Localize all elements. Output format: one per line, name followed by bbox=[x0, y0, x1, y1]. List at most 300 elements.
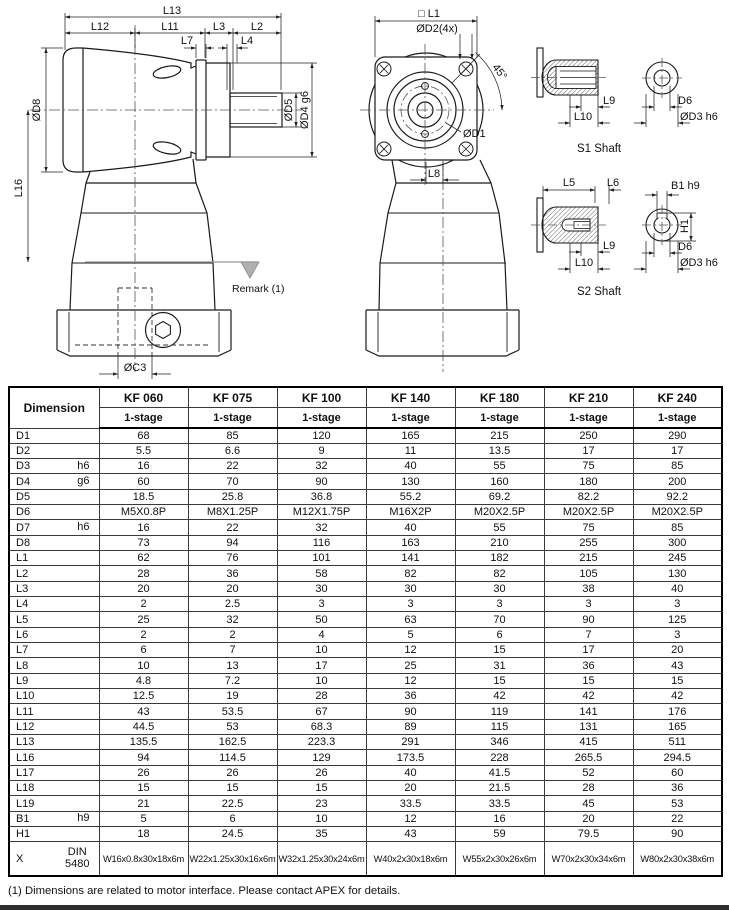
value-cell: 32 bbox=[277, 459, 366, 474]
value-cell: 92.2 bbox=[633, 489, 722, 504]
value-cell: 90 bbox=[544, 612, 633, 627]
value-cell: 43 bbox=[366, 827, 455, 842]
value-cell: 300 bbox=[633, 535, 722, 550]
dim-label-s1-d6: D6 bbox=[678, 95, 693, 107]
value-cell: 228 bbox=[455, 750, 544, 765]
value-cell: 60 bbox=[99, 474, 188, 489]
value-cell: 73 bbox=[99, 535, 188, 550]
value-cell: W32x1.25x30x24x6m bbox=[277, 842, 366, 876]
dimension-symbol: D2 bbox=[16, 444, 31, 457]
value-cell: 346 bbox=[455, 735, 544, 750]
value-cell: 15 bbox=[633, 673, 722, 688]
dimension-cell bbox=[9, 597, 99, 612]
value-cell: 2 bbox=[99, 597, 188, 612]
dim-label-45deg: 45° bbox=[489, 61, 510, 83]
table-row bbox=[9, 719, 722, 734]
value-cell: M8X1.25P bbox=[188, 505, 277, 520]
dimension-cell bbox=[9, 459, 99, 474]
value-cell: 3 bbox=[544, 597, 633, 612]
s1-shaft-title: S1 Shaft bbox=[577, 143, 622, 155]
value-cell: 40 bbox=[366, 765, 455, 780]
table-row bbox=[9, 566, 722, 581]
value-cell: 10 bbox=[277, 811, 366, 826]
value-cell: 43 bbox=[633, 658, 722, 673]
value-cell: 21.5 bbox=[455, 781, 544, 796]
value-cell: 12.5 bbox=[99, 689, 188, 704]
dimension-cell bbox=[9, 811, 99, 826]
value-cell: 2 bbox=[188, 627, 277, 642]
value-cell: 2 bbox=[99, 627, 188, 642]
value-cell: 43 bbox=[99, 704, 188, 719]
dimension-cell bbox=[9, 704, 99, 719]
dimension-symbol: L2 bbox=[16, 567, 29, 580]
value-cell: 20 bbox=[633, 643, 722, 658]
value-cell: 36.8 bbox=[277, 489, 366, 504]
dim-label-l3: L3 bbox=[212, 21, 226, 33]
value-cell: 101 bbox=[277, 551, 366, 566]
value-cell: 76 bbox=[188, 551, 277, 566]
value-cell: 53 bbox=[188, 719, 277, 734]
value-cell: 129 bbox=[277, 750, 366, 765]
stage-header: 1-stage bbox=[544, 408, 633, 429]
stage-header: 1-stage bbox=[455, 408, 544, 429]
value-cell: M5X0.8P bbox=[99, 505, 188, 520]
dimension-symbol: L5 bbox=[16, 613, 29, 626]
value-cell: 511 bbox=[633, 735, 722, 750]
table-row bbox=[9, 827, 722, 842]
model-header: KF 140 bbox=[366, 387, 455, 408]
table-row bbox=[9, 842, 722, 876]
value-cell: 105 bbox=[544, 566, 633, 581]
value-cell: 176 bbox=[633, 704, 722, 719]
dimension-cell bbox=[9, 735, 99, 750]
value-cell: W40x2x30x18x6m bbox=[366, 842, 455, 876]
table-row bbox=[9, 612, 722, 627]
dim-label-s1-l10: L10 bbox=[573, 111, 593, 123]
dimension-symbol: L8 bbox=[16, 659, 29, 672]
value-cell: 6 bbox=[188, 811, 277, 826]
value-cell: 26 bbox=[99, 765, 188, 780]
remark-marker bbox=[85, 262, 259, 278]
value-cell: 3 bbox=[633, 597, 722, 612]
value-cell: 173.5 bbox=[366, 750, 455, 765]
table-row bbox=[9, 459, 722, 474]
value-cell: M16X2P bbox=[366, 505, 455, 520]
value-cell: 33.5 bbox=[366, 796, 455, 811]
side-view bbox=[57, 48, 282, 356]
dim-label-s2-d6: D6 bbox=[678, 241, 693, 253]
s2-shaft-title: S2 Shaft bbox=[577, 286, 622, 298]
side-view-dims bbox=[28, 13, 317, 379]
dim-label-l1: □ L1 bbox=[418, 8, 440, 20]
value-cell: 4 bbox=[277, 627, 366, 642]
value-cell: 415 bbox=[544, 735, 633, 750]
dim-label-l8: L8 bbox=[427, 168, 441, 180]
dim-label-s2-l5: L5 bbox=[562, 177, 576, 189]
dim-label-l12: L12 bbox=[90, 21, 110, 33]
value-cell: 114.5 bbox=[188, 750, 277, 765]
value-cell: 42 bbox=[544, 689, 633, 704]
model-header: KF 180 bbox=[455, 387, 544, 408]
value-cell: 141 bbox=[544, 704, 633, 719]
dimension-cell bbox=[9, 535, 99, 550]
value-cell: 40 bbox=[633, 581, 722, 596]
dim-label-s1-l9: L9 bbox=[603, 95, 616, 107]
dim-label-d2: ØD2(4x) bbox=[416, 23, 458, 35]
value-cell: 265.5 bbox=[544, 750, 633, 765]
value-cell: 67 bbox=[277, 704, 366, 719]
value-cell: 7 bbox=[544, 627, 633, 642]
value-cell: 22.5 bbox=[188, 796, 277, 811]
stage-header: 1-stage bbox=[188, 408, 277, 429]
dimension-cell bbox=[9, 566, 99, 581]
dimension-symbol: L10 bbox=[16, 690, 35, 703]
side-view-labels bbox=[13, 5, 311, 374]
value-cell: 3 bbox=[633, 627, 722, 642]
dimension-cell bbox=[9, 842, 99, 876]
dim-label-l11: L11 bbox=[161, 21, 179, 33]
value-cell: 75 bbox=[544, 459, 633, 474]
table-row bbox=[9, 489, 722, 504]
model-header: KF 240 bbox=[633, 387, 722, 408]
value-cell: W16x0.8x30x18x6m bbox=[99, 842, 188, 876]
value-cell: 35 bbox=[277, 827, 366, 842]
model-header: KF 210 bbox=[544, 387, 633, 408]
value-cell: 30 bbox=[366, 581, 455, 596]
value-cell: 12 bbox=[366, 643, 455, 658]
dimension-cell bbox=[9, 581, 99, 596]
tolerance-label: h6 bbox=[77, 459, 90, 472]
value-cell: 68.3 bbox=[277, 719, 366, 734]
value-cell: 38 bbox=[544, 581, 633, 596]
value-cell: 85 bbox=[633, 520, 722, 535]
table-row bbox=[9, 505, 722, 520]
value-cell: 17 bbox=[544, 643, 633, 658]
value-cell: 6 bbox=[99, 643, 188, 658]
value-cell: 68 bbox=[99, 428, 188, 443]
dimension-cell bbox=[9, 489, 99, 504]
dimension-cell bbox=[9, 443, 99, 458]
value-cell: 90 bbox=[366, 704, 455, 719]
dim-label-d8: ØD8 bbox=[31, 98, 43, 122]
value-cell: 31 bbox=[455, 658, 544, 673]
dim-label-d4: ØD4 g6 bbox=[299, 91, 311, 129]
value-cell: 25 bbox=[99, 612, 188, 627]
value-cell: 33.5 bbox=[455, 796, 544, 811]
value-cell: 20 bbox=[366, 781, 455, 796]
dimension-symbol: L6 bbox=[16, 628, 29, 641]
dimension-symbol: L17 bbox=[16, 766, 35, 779]
dim-label-l2: L2 bbox=[250, 21, 264, 33]
value-cell: 250 bbox=[544, 428, 633, 443]
value-cell: 82 bbox=[455, 566, 544, 581]
value-cell: 210 bbox=[455, 535, 544, 550]
dim-label-s2-l10: L10 bbox=[574, 257, 594, 269]
value-cell: 245 bbox=[633, 551, 722, 566]
value-cell: 3 bbox=[455, 597, 544, 612]
value-cell: 163 bbox=[366, 535, 455, 550]
dimension-header: Dimension bbox=[9, 387, 99, 428]
value-cell: 32 bbox=[188, 612, 277, 627]
dimension-symbol: L11 bbox=[16, 705, 34, 718]
dimension-symbol: L3 bbox=[16, 582, 29, 595]
value-cell: 70 bbox=[188, 474, 277, 489]
dimension-symbol: X bbox=[16, 852, 24, 865]
footnote: (1) Dimensions are related to motor interface. Please contact APEX for details. bbox=[8, 885, 401, 897]
dimension-symbol: L16 bbox=[16, 751, 35, 764]
value-cell: 26 bbox=[277, 765, 366, 780]
dimension-cell bbox=[9, 765, 99, 780]
value-cell: 165 bbox=[633, 719, 722, 734]
value-cell: 130 bbox=[633, 566, 722, 581]
value-cell: 4.8 bbox=[99, 673, 188, 688]
table-row bbox=[9, 551, 722, 566]
value-cell: 10 bbox=[99, 658, 188, 673]
value-cell: 13 bbox=[188, 658, 277, 673]
value-cell: 55.2 bbox=[366, 489, 455, 504]
page-bottom-edge bbox=[0, 905, 729, 910]
table-row bbox=[9, 581, 722, 596]
value-cell: 44.5 bbox=[99, 719, 188, 734]
value-cell: 200 bbox=[633, 474, 722, 489]
dimension-cell bbox=[9, 750, 99, 765]
value-cell: 25 bbox=[366, 658, 455, 673]
value-cell: 36 bbox=[366, 689, 455, 704]
value-cell: 17 bbox=[544, 443, 633, 458]
dimension-cell bbox=[9, 505, 99, 520]
stage-header-row bbox=[9, 408, 722, 429]
value-cell: 223.3 bbox=[277, 735, 366, 750]
value-cell: 19 bbox=[188, 689, 277, 704]
table-row bbox=[9, 781, 722, 796]
dimension-cell bbox=[9, 673, 99, 688]
value-cell: 15 bbox=[544, 673, 633, 688]
value-cell: 85 bbox=[188, 428, 277, 443]
model-header: KF 075 bbox=[188, 387, 277, 408]
model-header-row bbox=[9, 387, 722, 408]
table-row bbox=[9, 811, 722, 826]
dimension-cell bbox=[9, 520, 99, 535]
s1-shaft-detail bbox=[537, 48, 678, 97]
dimension-symbol: D6 bbox=[16, 506, 31, 519]
value-cell: 16 bbox=[455, 811, 544, 826]
value-cell: 16 bbox=[99, 459, 188, 474]
value-cell: 21 bbox=[99, 796, 188, 811]
value-cell: 10 bbox=[277, 673, 366, 688]
value-cell: 11 bbox=[366, 443, 455, 458]
dimension-symbol: L18 bbox=[16, 782, 35, 795]
value-cell: 20 bbox=[99, 581, 188, 596]
value-cell: 15 bbox=[277, 781, 366, 796]
dimension-symbol: L4 bbox=[16, 598, 29, 611]
value-cell: 13.5 bbox=[455, 443, 544, 458]
dimension-symbol: L13 bbox=[16, 736, 35, 749]
value-cell: 45 bbox=[544, 796, 633, 811]
value-cell: 180 bbox=[544, 474, 633, 489]
dim-label-s2-l6: L6 bbox=[606, 177, 620, 189]
value-cell: 7 bbox=[188, 643, 277, 658]
value-cell: 20 bbox=[544, 811, 633, 826]
stage-header: 1-stage bbox=[99, 408, 188, 429]
value-cell: 290 bbox=[633, 428, 722, 443]
dim-label-d1: ØD1 bbox=[463, 128, 486, 140]
table-row bbox=[9, 643, 722, 658]
value-cell: 135.5 bbox=[99, 735, 188, 750]
dim-label-s2-l9: L9 bbox=[603, 240, 616, 252]
value-cell: 9 bbox=[277, 443, 366, 458]
dimension-cell bbox=[9, 689, 99, 704]
value-cell: 28 bbox=[277, 689, 366, 704]
dimension-symbol: D4 bbox=[16, 475, 31, 488]
stage-header: 1-stage bbox=[277, 408, 366, 429]
value-cell: 42 bbox=[455, 689, 544, 704]
model-header: KF 060 bbox=[99, 387, 188, 408]
table-row bbox=[9, 704, 722, 719]
value-cell: 125 bbox=[633, 612, 722, 627]
remark-label: Remark (1) bbox=[232, 283, 285, 295]
dimension-symbol: H1 bbox=[16, 828, 31, 841]
value-cell: M20X2.5P bbox=[633, 505, 722, 520]
value-cell: 36 bbox=[188, 566, 277, 581]
dimension-table bbox=[8, 386, 723, 877]
value-cell: 15 bbox=[455, 673, 544, 688]
model-header: KF 100 bbox=[277, 387, 366, 408]
table-row bbox=[9, 520, 722, 535]
dim-label-s2-d3: ØD3 h6 bbox=[680, 257, 718, 269]
value-cell: 116 bbox=[277, 535, 366, 550]
value-cell: 55 bbox=[455, 459, 544, 474]
value-cell: 24.5 bbox=[188, 827, 277, 842]
value-cell: 130 bbox=[366, 474, 455, 489]
value-cell: 69.2 bbox=[455, 489, 544, 504]
dimension-symbol: L12 bbox=[16, 720, 35, 733]
value-cell: 79.5 bbox=[544, 827, 633, 842]
value-cell: 40 bbox=[366, 459, 455, 474]
tolerance-label: h9 bbox=[77, 812, 90, 825]
dimension-cell bbox=[9, 719, 99, 734]
dimension-symbol: B1 bbox=[16, 812, 30, 825]
value-cell: 17 bbox=[633, 443, 722, 458]
value-cell: 182 bbox=[455, 551, 544, 566]
drawing-svg bbox=[0, 0, 729, 385]
table-row bbox=[9, 673, 722, 688]
value-cell: 215 bbox=[544, 551, 633, 566]
dim-label-s2-h1: H1 bbox=[679, 218, 691, 234]
dimension-symbol: L9 bbox=[16, 674, 29, 687]
dim-label-l7: L7 bbox=[180, 35, 194, 47]
value-cell: 30 bbox=[455, 581, 544, 596]
value-cell: 12 bbox=[366, 673, 455, 688]
value-cell: 15 bbox=[455, 643, 544, 658]
dimension-symbol: D3 bbox=[16, 460, 31, 473]
value-cell: 40 bbox=[366, 520, 455, 535]
value-cell: 36 bbox=[633, 781, 722, 796]
value-cell: 23 bbox=[277, 796, 366, 811]
table-row bbox=[9, 658, 722, 673]
table-row bbox=[9, 597, 722, 612]
value-cell: 115 bbox=[455, 719, 544, 734]
value-cell: 25.8 bbox=[188, 489, 277, 504]
table-row bbox=[9, 443, 722, 458]
dim-label-s1-d3: ØD3 h6 bbox=[680, 111, 718, 123]
value-cell: 3 bbox=[277, 597, 366, 612]
value-cell: 6 bbox=[455, 627, 544, 642]
technical-drawings bbox=[0, 0, 729, 385]
value-cell: 58 bbox=[277, 566, 366, 581]
value-cell: 26 bbox=[188, 765, 277, 780]
value-cell: 2.5 bbox=[188, 597, 277, 612]
value-cell: 119 bbox=[455, 704, 544, 719]
front-view bbox=[366, 53, 519, 356]
value-cell: 291 bbox=[366, 735, 455, 750]
dimension-cell bbox=[9, 781, 99, 796]
value-cell: 18 bbox=[99, 827, 188, 842]
tolerance-label: g6 bbox=[77, 474, 90, 487]
value-cell: 90 bbox=[633, 827, 722, 842]
dimension-cell bbox=[9, 627, 99, 642]
value-cell: 5.5 bbox=[99, 443, 188, 458]
value-cell: 131 bbox=[544, 719, 633, 734]
value-cell: 120 bbox=[277, 428, 366, 443]
value-cell: W55x2x30x26x6m bbox=[455, 842, 544, 876]
value-cell: 16 bbox=[99, 520, 188, 535]
value-cell: 50 bbox=[277, 612, 366, 627]
value-cell: 94 bbox=[188, 535, 277, 550]
value-cell: 32 bbox=[277, 520, 366, 535]
dimension-symbol: D8 bbox=[16, 536, 31, 549]
value-cell: 53 bbox=[633, 796, 722, 811]
table-row bbox=[9, 765, 722, 780]
dimension-cell bbox=[9, 612, 99, 627]
dim-label-d5: ØD5 bbox=[283, 98, 295, 122]
table-row bbox=[9, 750, 722, 765]
value-cell: 22 bbox=[188, 520, 277, 535]
value-cell: W70x2x30x34x6m bbox=[544, 842, 633, 876]
dimension-symbol: D5 bbox=[16, 490, 31, 503]
value-cell: 20 bbox=[188, 581, 277, 596]
dimension-cell bbox=[9, 827, 99, 842]
dim-label-l4: L4 bbox=[240, 35, 254, 47]
value-cell: 6.6 bbox=[188, 443, 277, 458]
dimension-cell bbox=[9, 658, 99, 673]
value-cell: 41.5 bbox=[455, 765, 544, 780]
value-cell: 5 bbox=[99, 811, 188, 826]
value-cell: 18.5 bbox=[99, 489, 188, 504]
value-cell: 36 bbox=[544, 658, 633, 673]
value-cell: 52 bbox=[544, 765, 633, 780]
dim-label-l13: L13 bbox=[162, 5, 182, 17]
table-row bbox=[9, 796, 722, 811]
value-cell: M12X1.75P bbox=[277, 505, 366, 520]
value-cell: M20X2.5P bbox=[455, 505, 544, 520]
value-cell: M20X2.5P bbox=[544, 505, 633, 520]
value-cell: 28 bbox=[544, 781, 633, 796]
value-cell: 141 bbox=[366, 551, 455, 566]
value-cell: 60 bbox=[633, 765, 722, 780]
table-row bbox=[9, 689, 722, 704]
value-cell: 165 bbox=[366, 428, 455, 443]
dim-label-c3: ØC3 bbox=[123, 362, 147, 374]
value-cell: 22 bbox=[188, 459, 277, 474]
value-cell: 82.2 bbox=[544, 489, 633, 504]
table-row bbox=[9, 735, 722, 750]
dim-label-l16: L16 bbox=[13, 178, 25, 198]
value-cell: 63 bbox=[366, 612, 455, 627]
dimension-symbol: D7 bbox=[16, 521, 31, 534]
value-cell: 160 bbox=[455, 474, 544, 489]
value-cell: 55 bbox=[455, 520, 544, 535]
value-cell: 75 bbox=[544, 520, 633, 535]
